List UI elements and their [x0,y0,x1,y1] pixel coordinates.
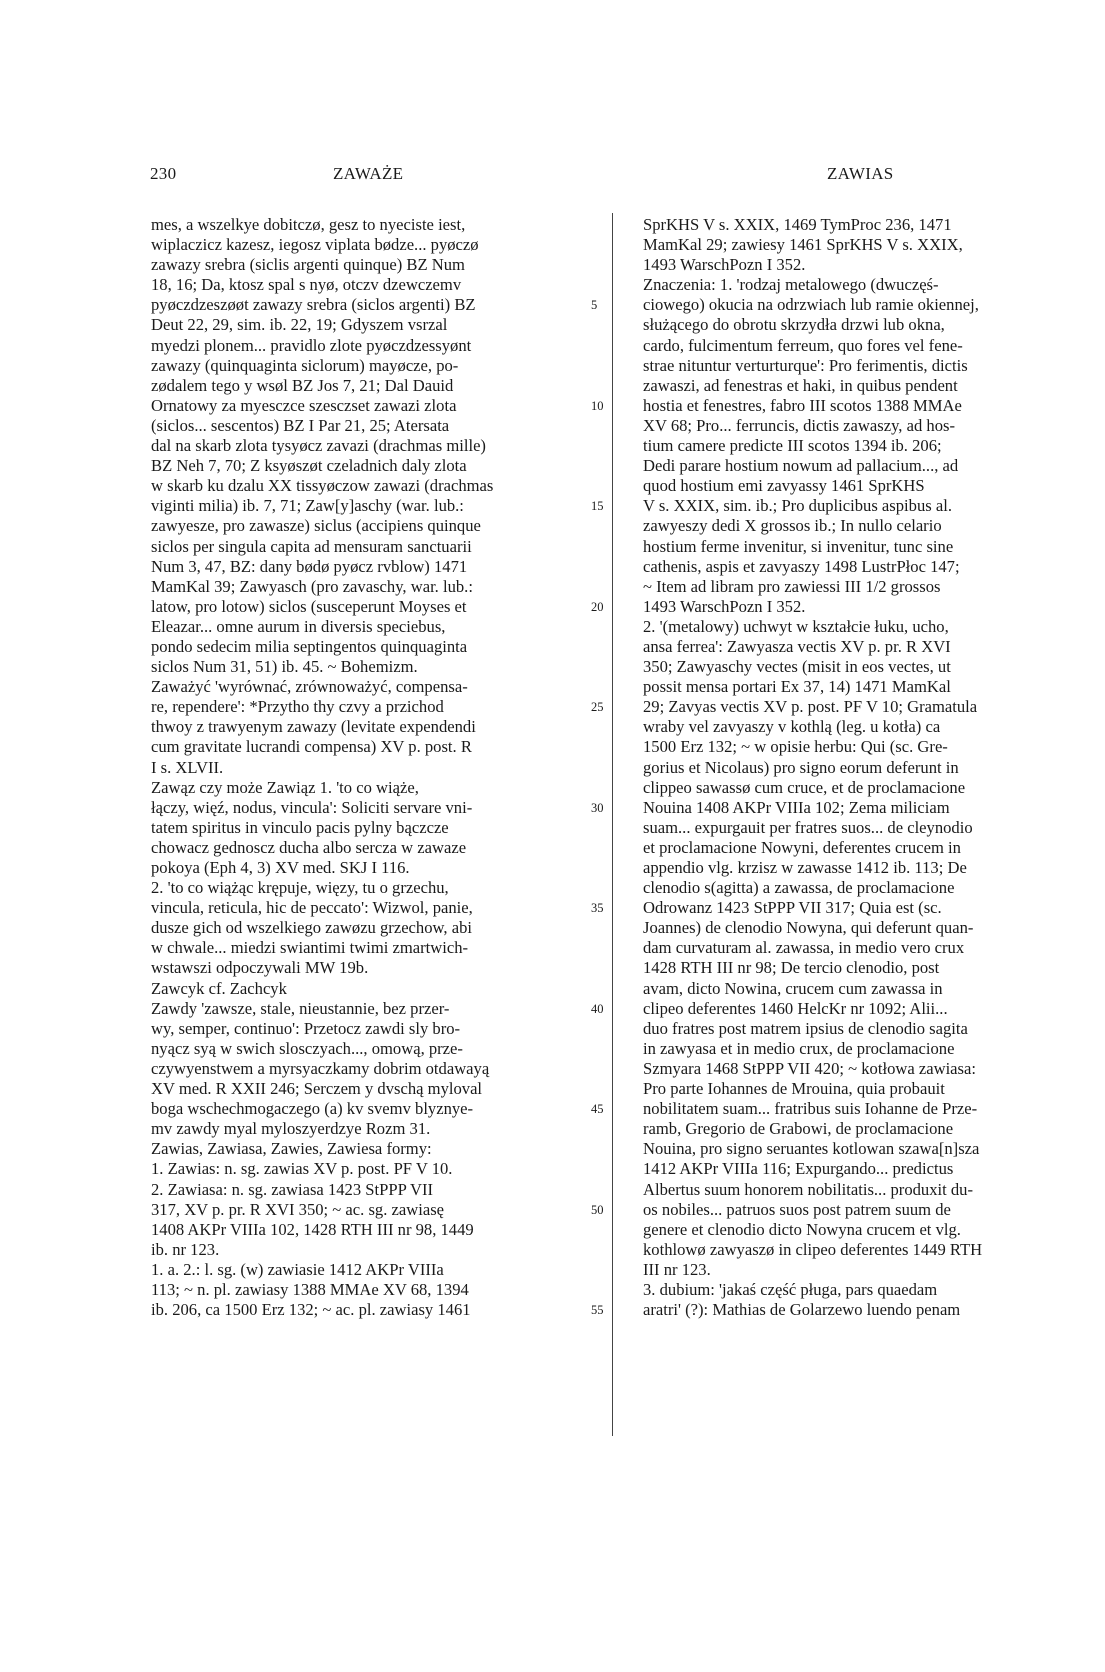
text-line: SprKHS V s. XXIX, 1469 TymProc 236, 1471 [643,215,952,234]
text-line: 18, 16; Da, ktosz spal s nyø, otczv dzewczemv [151,275,462,295]
text-line: Eleazar... omne aurum in diversis speciebus, [151,616,446,636]
text-line: 1. a. 2.: l. sg. (w) zawiasie 1412 AKPr VIIIa [151,1259,444,1279]
line-number: 40 [591,1001,604,1016]
text-line: dam curvaturam al. zawassa, in medio vero crux [643,938,965,958]
text-line: 317, XV p. pr. R XVI 350; ~ ac. sg. zawiasę [151,1199,445,1219]
right-column [643,215,1073,1320]
line-number: 10 [591,398,604,413]
text-line: in zawyasa et in medio crux, de proclamacione [643,1038,955,1058]
text-line: latow, pro lotow) siclos (susceperunt Moyses et [151,596,467,616]
text-line: Joannes) de clenodio Nowyna, qui deferunt quan- [643,918,974,938]
text-line: pyøczdzeszøøt zawazy srebra (siclos argenti) BZ [151,295,476,315]
text-line: 3. dubium: 'jakaś część pługa, pars quaedam [643,1279,938,1299]
text-line: tatem spiritus in vinculo pacis pylny bączcze [151,817,449,837]
right-running-head: ZAWIAS [827,164,894,183]
text-line: czywyenstwem a myrsyaczkamy dobrim otdawayą [151,1058,490,1078]
text-line: 350; Zawyaschy vectes (misit in eos vectes, ut [643,657,951,677]
text-line: nobilitatem suam... fratribus suis Iohanne de Prze- [643,1099,978,1119]
line-number: 55 [591,1303,604,1318]
text-line: 29; Zavyas vectis XV p. post. PF V 10; Gramatula [643,697,978,717]
line-number: 5 [591,298,598,313]
text-line: XV med. R XXII 246; Serczem y dvschą myloval [151,1079,483,1099]
line-number: 45 [591,1102,604,1117]
text-line: Zawias, Zawiasa, Zawies, Zawiesa formy: [151,1139,432,1159]
text-line: quod hostium emi zavyassy 1461 SprKHS [643,476,925,496]
text-line: pondo sedecim milia septingentos quinquaginta [151,636,468,656]
text-line: zawyesze, pro zawasze) siclus (accipiens quinque [151,516,481,536]
text-line: 1428 RTH III nr 98; De tercio clenodio, post [643,958,940,978]
text-line: Dedi parare hostium nowum ad pallacium..., ad [643,456,959,476]
left-running-head: ZAWAŻE [333,164,404,183]
text-line: Zawcyk cf. Zachcyk [151,978,287,998]
text-line: dusze gich od wszelkiego zawøzu grzechow, abi [151,918,472,938]
text-line: os nobiles... patruos suos post patrem suum de [643,1199,951,1219]
text-line: ansa ferrea': Zawyasza vectis XV p. pr. R XVI [643,636,951,656]
text-line: Nouina 1408 AKPr VIIIa 102; Zema miliciam [643,797,950,817]
text-line: hostia et fenestres, fabro III scotos 1388 MMAe [643,395,962,415]
text-line: Zawąz czy może Zawiąz 1. 'to co wiąże, [151,777,419,797]
text-line: Num 3, 47, BZ: dany bødø pyøcz rvblow) 1471 [151,556,468,576]
text-line: clipeo deferentes 1460 HelcKr nr 1092; Alii... [643,998,948,1018]
text-line: MamKal 29; zawiesy 1461 SprKHS V s. XXIX, [643,235,963,255]
line-number: 50 [591,1202,604,1217]
text-line: 1. Zawias: n. sg. zawias XV p. post. PF V 10. [151,1159,453,1179]
text-line: nyącz syą w swich slosczyach..., omową, prze- [151,1038,463,1058]
text-line: siclos per singula capita ad mensuram sanctuarii [151,536,472,556]
text-line: ~ Item ad libram pro zawiessi III 1/2 grossos [643,576,941,596]
text-line: mv zawdy myal myloszyerdzye Rozm 31. [151,1119,431,1139]
text-line: genere et clenodio dicto Nowyna crucem et vlg. [643,1219,961,1239]
text-line: 1500 Erz 132; ~ w opisie herbu: Qui (sc. Gre- [643,737,948,757]
text-line: hostium ferme invenitur, si invenitur, tunc sine [643,536,954,556]
text-line: boga wschechmogaczego (a) kv svemv blyznye- [151,1099,474,1119]
text-line: Nouina, pro signo seruantes kotlowan szawa[n]sza [643,1139,980,1159]
text-line: XV 68; Pro... ferruncis, dictis zawaszy, ad hos- [643,415,955,435]
text-line: appendio vlg. krzisz w zawasse 1412 ib. 113; De [643,858,967,877]
text-line: 1408 AKPr VIIIa 102, 1428 RTH III nr 98, 1449 [151,1219,474,1239]
text-line: I s. XLVII. [151,757,224,777]
text-line: MamKal 39; Zawyasch (pro zavaschy, war. lub.: [151,576,473,596]
text-line: duo fratres post matrem ipsius de clenodio sagita [643,1018,968,1038]
text-line: 2. 'to co wiążąc krępuje, więzy, tu o grzechu, [151,878,449,898]
line-number: 25 [591,700,604,715]
line-number: 15 [591,499,604,514]
text-line: aratri' (?): Mathias de Golarzewo luendo penam [643,1300,961,1320]
text-line: mes, a wszelkye dobitczø, gesz to nyeciste iest, [151,215,466,234]
text-line: ramb, Gregorio de Grabowi, de proclamacione [643,1119,954,1139]
text-line: avam, dicto Nowina, crucem cum zawassa in [643,978,943,998]
column-divider [612,213,613,1436]
text-line: wy, semper, continuo': Przetocz zawdi sly bro- [151,1018,461,1038]
text-line: re, rependere': *Przytho thy czvy a przichod [151,697,444,717]
text-line: kothlowø zawyaszø in clipeo deferentes 1449 RTH [643,1239,983,1259]
text-line: wraby vel zavyaszy v kothlą (leg. u kotła) ca [643,717,941,737]
text-line: Albertus suum honorem nobilitatis... produxit du- [643,1179,974,1199]
text-line: clippeo sawassø cum cruce, et de proclamacione [643,777,966,797]
text-line: gorius et Nicolaus) pro signo eorum deferunt in [643,757,959,777]
text-line: pokoya (Eph 4, 3) XV med. SKJ I 116. [151,858,410,877]
text-line: Odrowanz 1423 StPPP VII 317; Quia est (sc. [643,898,942,918]
line-number: 30 [591,800,604,815]
text-line: chowacz gednoscz ducha albo sercza w zawaze [151,837,467,857]
text-line: zødalem tego y wsøl BZ Jos 7, 21; Dal Dauid [151,375,454,395]
text-line: 1493 WarschPozn I 352. [643,255,806,275]
text-line: zawaszi, ad fenestras et haki, in quibus pendent [643,375,958,395]
text-line: wiplaczicz kazesz, iegosz viplata bødze... pyøczø [151,235,479,255]
text-line: Zaważyć 'wyrównać, zrównoważyć, compensa- [151,677,468,697]
text-line: ciowego) okucia na odrzwiach lub ramie okiennej, [643,295,979,315]
text-line: 113; ~ n. pl. zawiasy 1388 MMAe XV 68, 1394 [151,1279,469,1299]
text-line: siclos Num 31, 51) ib. 45. ~ Bohemizm. [151,657,418,677]
text-line: Znaczenia: 1. 'rodzaj metalowego (dwuczęś- [643,275,939,295]
text-line: wstawszi odpoczywali MW 19b. [151,958,369,978]
text-line: BZ Neh 7, 70; Z ksyøszøt czeladnich daly zlota [151,456,467,476]
text-line: ib. 206, ca 1500 Erz 132; ~ ac. pl. zawiasy 1461 [151,1300,471,1320]
text-line: thwoy z trawyenym zawazy (levitate expendendi [151,717,476,737]
text-line: tium camere predicte III scotos 1394 ib. 206; [643,436,942,456]
text-line: w chwale... miedzi swiantimi twimi zmartwich- [151,938,469,958]
text-line: myedzi plonem... pravidlo zlote pyøczdzessyønt [151,335,472,355]
text-line: viginti milia) ib. 7, 71; Zaw[y]aschy (war. lub.: [151,496,464,516]
text-line: V s. XXIX, sim. ib.; Pro duplicibus aspibus al. [643,496,952,516]
text-line: suam... expurgauit per fratres suos... de cleynodio [643,817,973,837]
text-line: possit mensa portari Ex 37, 14) 1471 MamKal [643,677,951,697]
text-line: ib. nr 123. [151,1239,220,1259]
text-line: vincula, reticula, hic de peccato': Wizwol, panie, [151,898,473,918]
text-line: cardo, fulcimentum ferreum, quo fores vel fene- [643,335,963,355]
text-line: Deut 22, 29, sim. ib. 22, 19; Gdyszem vsrzal [151,315,448,335]
text-line: clenodio s(agitta) a zawassa, de proclamacione [643,878,955,898]
text-line: Zawdy 'zawsze, stale, nieustannie, bez przer- [151,998,450,1018]
text-line: 1412 AKPr VIIIa 116; Expurgando... predictus [643,1159,954,1179]
text-line: 2. Zawiasa: n. sg. zawiasa 1423 StPPP VII [151,1179,434,1199]
text-line: Ornatowy za myesczce szesczset zawazi zlota [151,395,457,415]
text-line: łączy, więź, nodus, vincula': Soliciti servare vni- [151,797,473,817]
text-line: służącego do obrotu skrzydła drzwi lub okna, [643,315,945,335]
text-line: III nr 123. [643,1259,711,1279]
text-line: 2. '(metalowy) uchwyt w kształcie łuku, ucho, [643,616,949,636]
text-line: et proclamacione Nowyni, deferentes crucem in [643,837,961,857]
text-line: dal na skarb zlota tysyøcz zavazi (drachmas mille) [151,436,486,456]
text-line: zawazy srebra (siclis argenti quinque) BZ Num [151,255,465,275]
text-line: (siclos... sescentos) BZ I Par 21, 25; Atersata [151,415,450,435]
text-line: cum gravitate lucrandi compensa) XV p. post. R [151,737,472,757]
text-line: strae nituntur verturturque': Pro ferimentis, dictis [643,355,968,375]
line-number: 35 [591,901,604,916]
page-number: 230 [150,164,177,183]
left-column [151,215,584,1320]
text-line: cathenis, aspis et zavyaszy 1498 LustrPłoc 147; [643,556,960,576]
text-line: w skarb ku dzalu XX tissyøczow zawazi (drachmas [151,476,494,496]
text-line: zawazy (quinquaginta siclorum) mayøcze, po- [151,355,459,375]
line-number: 20 [591,599,604,614]
text-line: Szmyara 1468 StPPP VII 420; ~ kotłowa zawiasa: [643,1058,976,1078]
text-line: 1493 WarschPozn I 352. [643,596,806,616]
text-line: Pro parte Iohannes de Mrouina, quia probauit [643,1079,945,1099]
text-line: zawyeszy dedi X grossos ib.; In nullo celario [643,516,942,536]
